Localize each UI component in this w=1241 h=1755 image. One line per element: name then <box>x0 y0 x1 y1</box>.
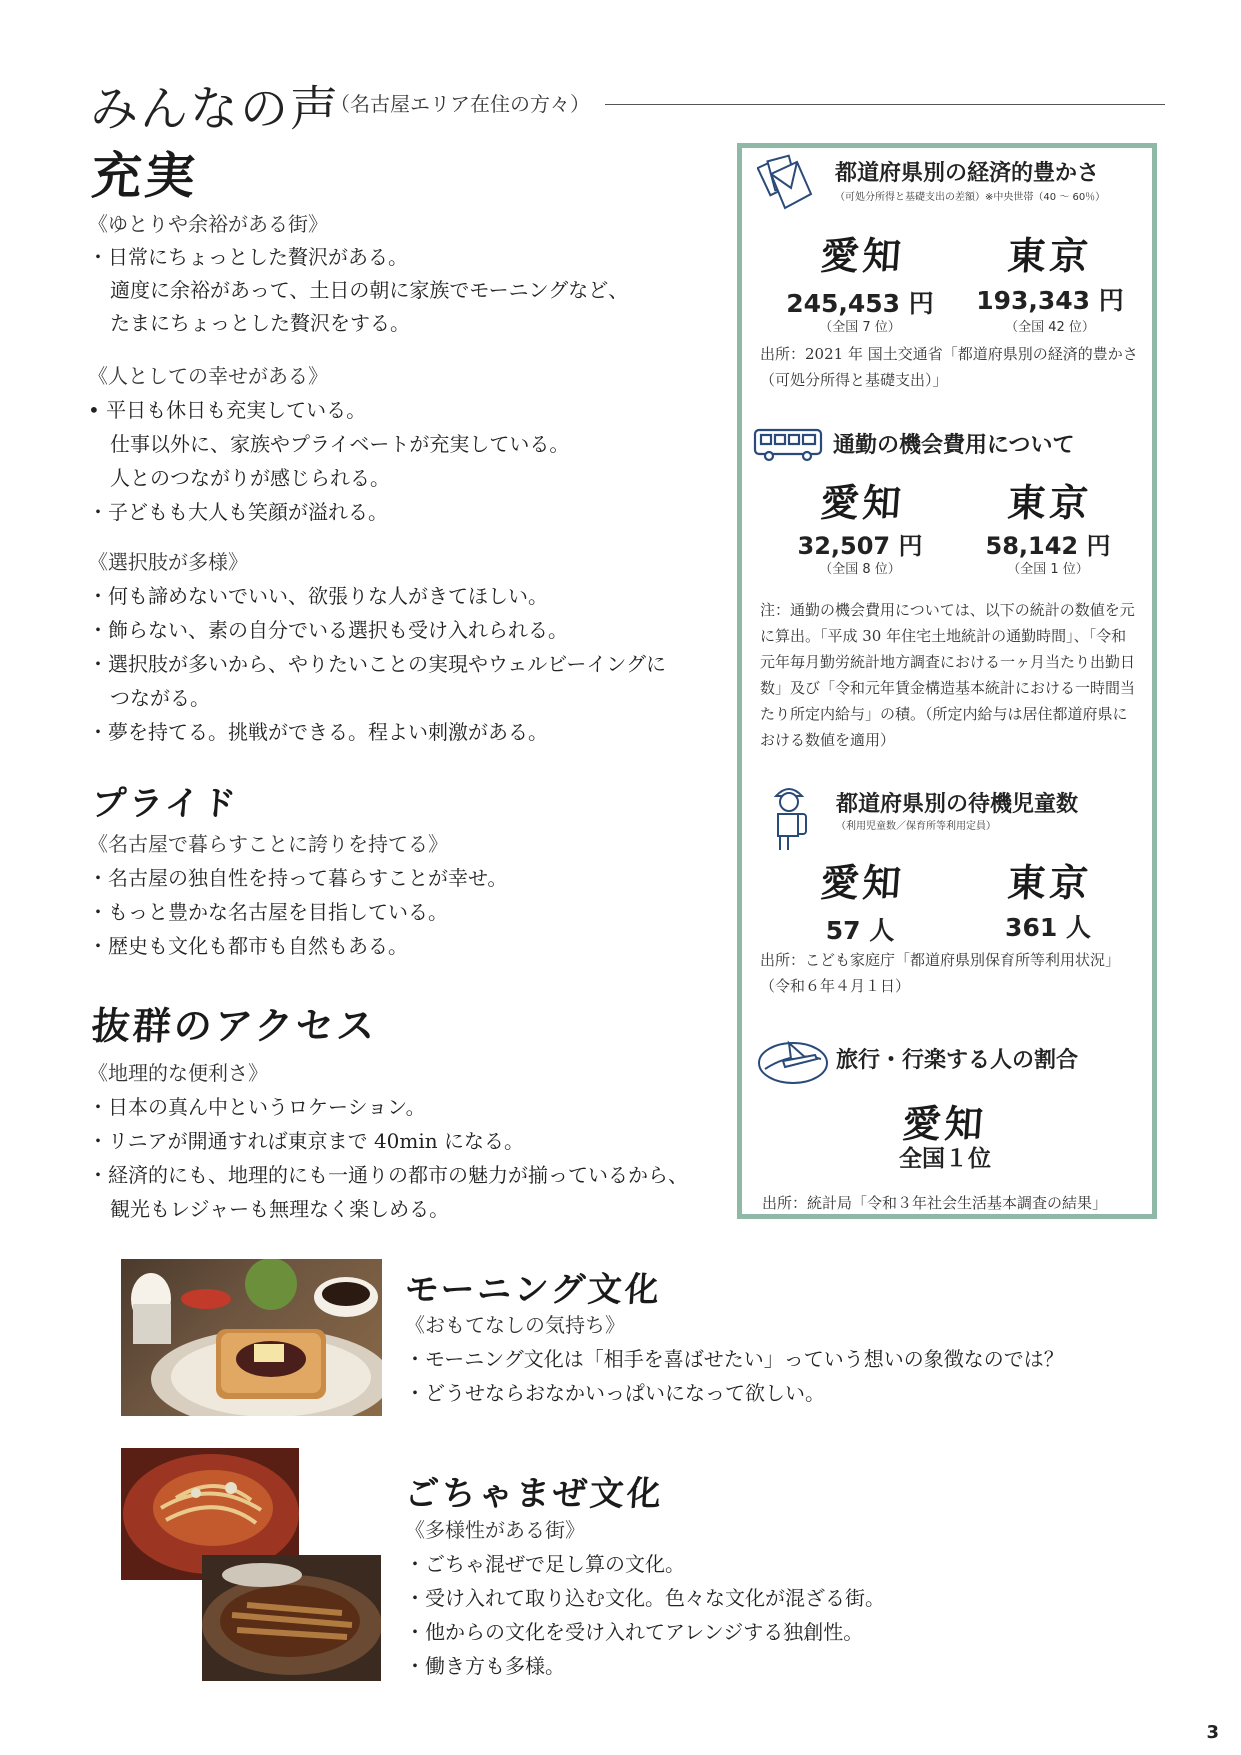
title-divider <box>605 104 1165 105</box>
section-heading-access: 抜群のアクセス <box>90 1004 380 1048</box>
section-heading-mixed-culture: ごちゃまぜ文化 <box>403 1474 666 1514</box>
category-label: 《選択肢が多様》 <box>88 550 248 574</box>
list-item: ・名古屋の独自性を持って暮らすことが幸せ。 <box>88 866 508 890</box>
stat-note: （利用児童数／保育所等利用定員） <box>836 821 996 832</box>
stat-source: 出所：こども家庭庁「都道府県別保育所等利用状況」 （令和６年４月１日） <box>760 951 1121 995</box>
page-number: 3 <box>1206 1722 1219 1743</box>
tokyo-value: 361 人 <box>1005 913 1091 942</box>
tokyo-rank: （全国 1 位） <box>1007 562 1089 577</box>
list-item: ・ごちゃ混ぜで足し算の文化。 <box>405 1552 685 1576</box>
stat-title: 都道府県別の待機児童数 <box>836 792 1079 817</box>
list-item: ・何も諦めないでいい、欲張りな人がきてほしい。 <box>88 584 548 608</box>
category-label: 《地理的な便利さ》 <box>88 1061 268 1085</box>
category-label: 《名古屋で暮らすことに誇りを持てる》 <box>88 832 448 856</box>
stat-title: 旅行・行楽する人の割合 <box>836 1048 1079 1073</box>
aichi-rank: （全国 8 位） <box>819 562 901 577</box>
list-item: ・日本の真ん中というロケーション。 <box>88 1095 426 1119</box>
section-heading-pride: プライド <box>90 784 241 824</box>
morning-toast-photo <box>121 1259 382 1416</box>
category-label: 《ゆとりや余裕がある街》 <box>88 212 328 236</box>
stat-title: 通勤の機会費用について <box>833 433 1075 458</box>
tokyo-value: 58,142 円 <box>985 532 1111 560</box>
stat-title: 都道府県別の経済的豊かさ <box>835 161 1100 186</box>
list-item: ・歴史も文化も都市も自然もある。 <box>88 934 408 958</box>
list-item: • 平日も休日も充実している。 <box>88 398 367 422</box>
list-item: ・もっと豊かな名古屋を目指している。 <box>88 900 448 924</box>
aichi-label: 愛知 <box>819 481 907 525</box>
list-item: ・働き方も多様。 <box>405 1654 565 1678</box>
list-item: たまにちょっとした贅沢をする。 <box>110 311 410 335</box>
stat-note: （可処分所得と基礎支出の差額）※中央世帯（40 ～ 60％） <box>835 192 1106 203</box>
tokyo-rank: （全国 42 位） <box>1005 320 1095 335</box>
category-label: 《人としての幸せがある》 <box>88 364 328 388</box>
list-item: ・飾らない、素の自分でいる選択も受け入れられる。 <box>88 618 568 642</box>
airplane-globe-icon <box>755 1033 831 1089</box>
aichi-label: 愛知 <box>819 234 907 278</box>
section-heading-morning-culture: モーニング文化 <box>403 1270 664 1310</box>
list-item: ・選択肢が多いから、やりたいことの実現やウェルビーイングに <box>88 652 666 676</box>
list-item: ・どうせならおなかいっぱいになって欲しい。 <box>405 1381 825 1405</box>
aichi-rank: （全国 7 位） <box>819 320 901 335</box>
bus-icon <box>753 426 825 462</box>
stat-source: 出所：統計局「令和３年社会生活基本調査の結果」 <box>762 1194 1108 1212</box>
list-item: ・夢を持てる。挑戦ができる。程よい刺激がある。 <box>88 720 548 744</box>
stat-note-commute: 注：通勤の機会費用については、以下の統計の数値を元 に算出。「平成 30 年住宅土地統計の通勤時間」、「令和 元年毎月勤労統計地方調査における一ヶ月当たり出勤日 数」及び「令和元年賃金構造基本統計における一時間当 たり所定内給与」の積。（所定内給与は居住都道府県に おける数値を適用） <box>760 601 1136 749</box>
list-item: ・日常にちょっとした贅沢がある。 <box>88 245 408 269</box>
list-item: つながる。 <box>110 686 210 710</box>
aichi-value: 245,453 円 <box>786 289 934 318</box>
tokyo-value: 193,343 円 <box>976 286 1124 315</box>
page-subtitle: （名古屋エリア在住の方々） <box>330 92 590 116</box>
list-item: ・モーニング文化は「相手を喜ばせたい」っていう想いの象徴なのでは？ <box>405 1347 1064 1371</box>
tokyo-label: 東京 <box>1006 481 1094 525</box>
section-heading-fulfillment: 充実 <box>89 147 200 205</box>
stat-source: 出所：2021 年 国土交通省「都道府県別の経済的豊かさ （可処分所得と基礎支出）」 <box>760 345 1138 389</box>
misokatsu-photo <box>202 1555 381 1681</box>
page-title: みんなの声 <box>90 81 341 137</box>
list-item: ・子どもも大人も笑顔が溢れる。 <box>88 500 388 524</box>
tokyo-label: 東京 <box>1006 861 1094 905</box>
list-item: 人とのつながりが感じられる。 <box>110 466 390 490</box>
aichi-label: 愛知 <box>901 1102 989 1146</box>
aichi-value: 57 人 <box>825 916 895 945</box>
list-item: ・経済的にも、地理的にも一通りの都市の魅力が揃っているから、 <box>88 1163 688 1187</box>
category-label: 《多様性がある街》 <box>405 1518 585 1542</box>
aichi-rank: 全国１位 <box>899 1146 991 1172</box>
list-item: 仕事以外に、家族やプライベートが充実している。 <box>110 432 570 456</box>
list-item: ・リニアが開通すれば東京まで 40min になる。 <box>88 1129 525 1153</box>
list-item: 観光もレジャーも無理なく楽しめる。 <box>110 1197 450 1221</box>
list-item: ・他からの文化を受け入れてアレンジする独創性。 <box>405 1620 864 1644</box>
list-item: ・受け入れて取り込む文化。色々な文化が混ざる街。 <box>405 1586 885 1610</box>
child-with-backpack-icon <box>768 782 810 852</box>
category-label: 《おもてなしの気持ち》 <box>405 1313 625 1337</box>
tokyo-label: 東京 <box>1006 234 1094 278</box>
list-item: 適度に余裕があって、土日の朝に家族でモーニングなど、 <box>110 278 629 302</box>
aichi-value: 32,507 円 <box>797 532 923 560</box>
aichi-label: 愛知 <box>819 861 907 905</box>
money-envelope-icon <box>757 152 815 216</box>
